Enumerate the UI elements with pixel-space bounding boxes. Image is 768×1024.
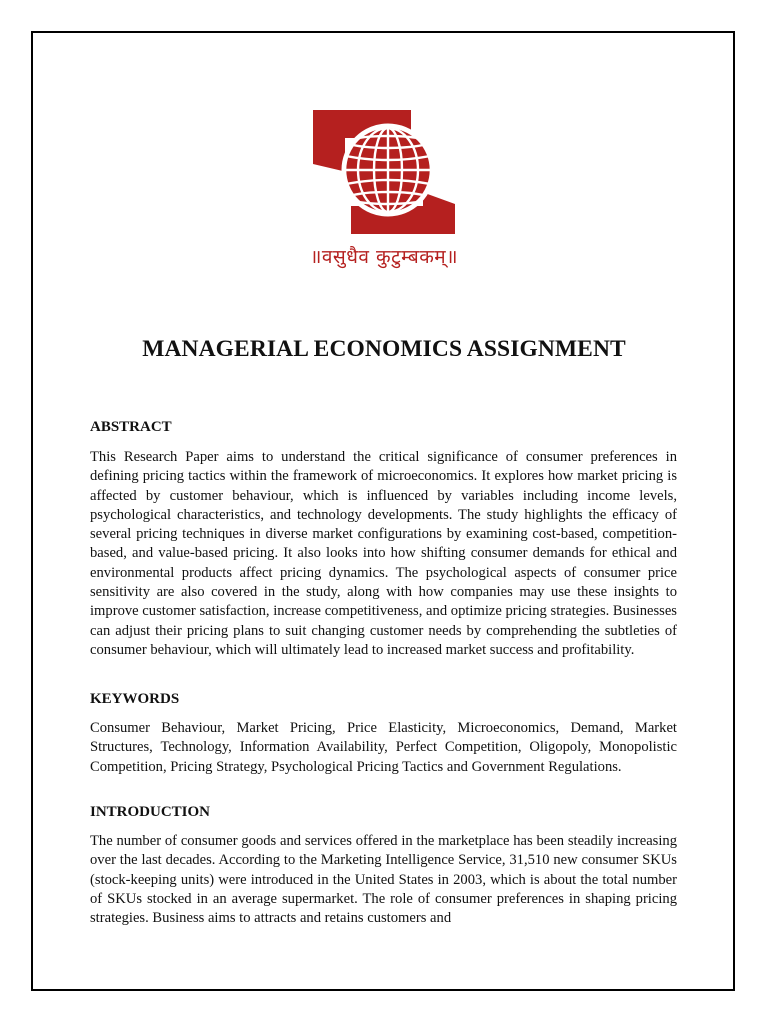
abstract-paragraph — [90, 448, 677, 660]
introduction-text: The number of consumer goods and services offered in the marketplace has been steadily increasing over the last decades. According to the Marketing Intelligence Service, 31,510 new consumer SKUs (stock-keeping units) were introduced in the United States in 2003, which is about the total number of SKUs stocked in an average supermarket. The role of consumer preferences in shaping pricing strategies. Business aims to attracts and retains customers and — [90, 833, 677, 927]
abstract-heading: ABSTRACT — [90, 419, 172, 435]
keywords-heading: KEYWORDS — [90, 691, 180, 707]
introduction-heading: INTRODUCTION — [90, 804, 211, 820]
keywords-paragraph — [90, 719, 677, 777]
introduction-paragraph — [90, 832, 677, 928]
abstract-text: This Research Paper aims to understand the critical significance of consumer preferences in defining pricing tactics within the framework of microeconomics. It explores how market pricing is affected by customer behaviour, which is influenced by variables including income levels, psychological characteristics, and technology developments. The study highlights the efficacy of several pricing techniques in diverse market configurations by examining cost-based, competition-based, and value-based pricing. It also looks into how shifting consumer demands for ethical and environmental products affect pricing dynamics. The psychological aspects of consumer price sensitivity are also covered in the study, along with how companies may use these insights to improve customer satisfaction, increase competitiveness, and optimize pricing strategies. Businesses can adjust their pricing plans to suit changing customer needs by comprehending the subtleties of consumer behaviour, which will ultimately lead to increased market success and profitability. — [90, 449, 677, 658]
page-title: MANAGERIAL ECONOMICS ASSIGNMENT — [142, 336, 626, 362]
keywords-text: Consumer Behaviour, Market Pricing, Price Elasticity, Microeconomics, Demand, Market Structures, Technology, Information Availability, Perfect Competition, Oligopoly, Monopolistic Competition, Pricing Strategy, Psychological Pricing Tactics and Government Regulations. — [90, 720, 677, 775]
logo-motto: ॥वसुधैव कुटुम्बकम्॥ — [309, 246, 459, 268]
